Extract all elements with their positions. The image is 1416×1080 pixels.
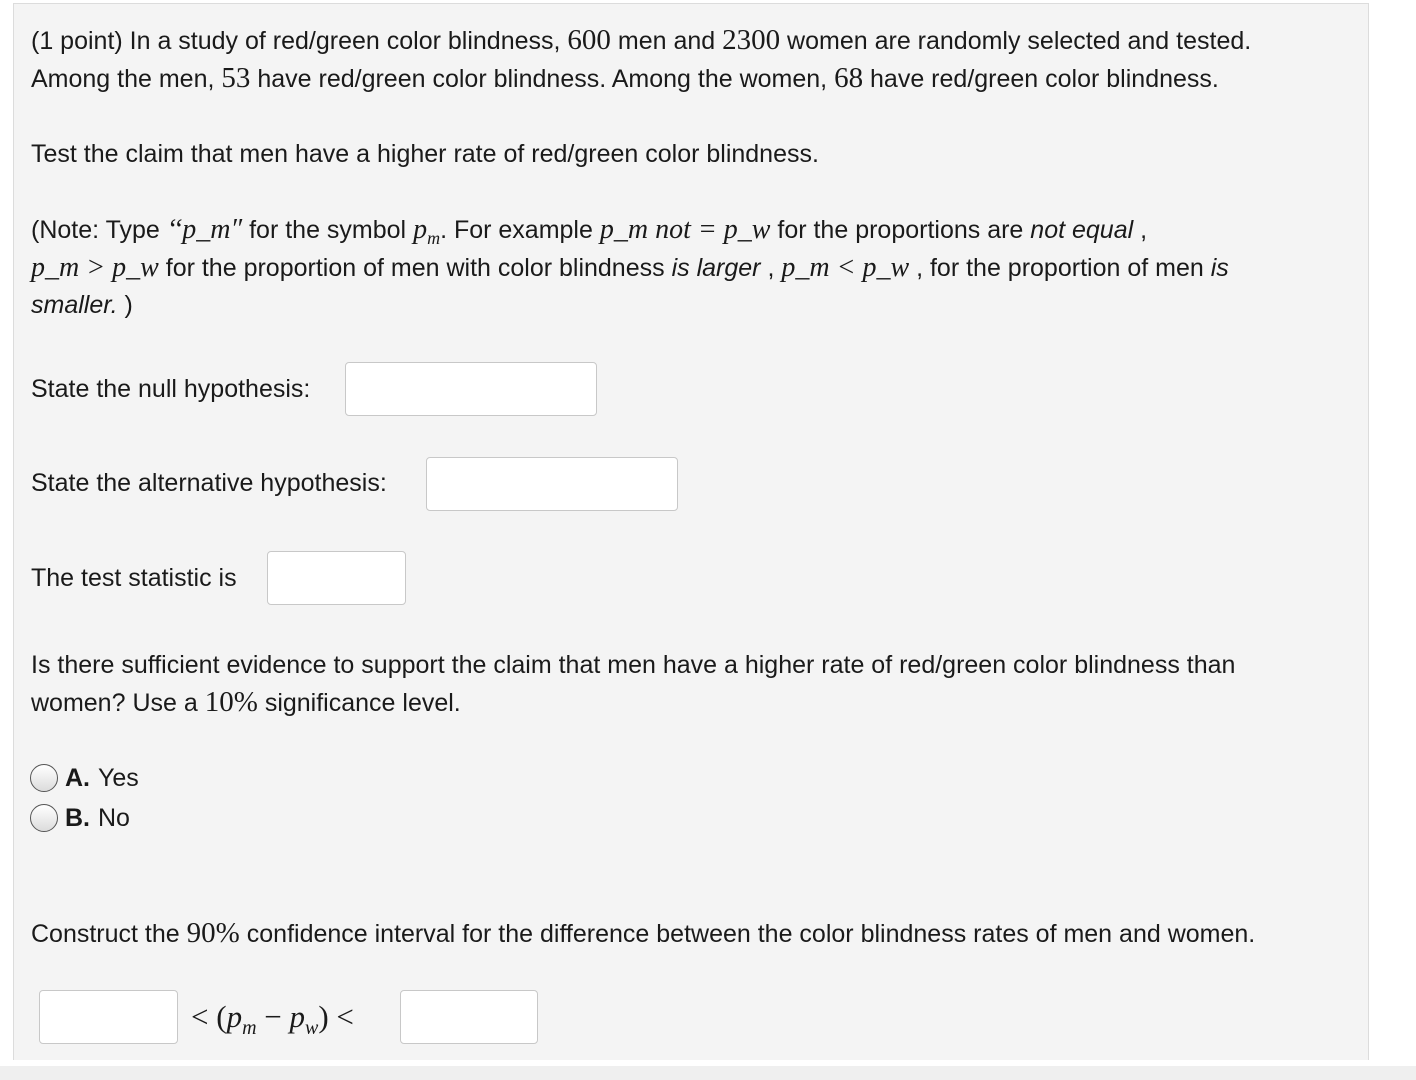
note-emphasis: is larger bbox=[671, 254, 761, 282]
women-count: 2300 bbox=[722, 24, 781, 56]
problem-line-2 bbox=[31, 59, 1219, 98]
option-b-letter: B. bbox=[65, 804, 90, 832]
confidence-interval-question bbox=[31, 914, 1255, 953]
note-text: for the proportions are bbox=[770, 216, 1031, 244]
note-greater-example: p_m > p_w bbox=[31, 252, 159, 283]
null-hypothesis-label: State the null hypothesis: bbox=[31, 375, 311, 403]
ci-inequality bbox=[191, 997, 354, 1041]
note-emphasis: smaller. bbox=[31, 291, 118, 319]
note-less-example: p_m < p_w bbox=[781, 252, 910, 283]
note-line-2 bbox=[31, 249, 1229, 287]
option-b-radio[interactable] bbox=[30, 804, 58, 832]
option-b-label: No bbox=[98, 804, 130, 832]
note-text: ) bbox=[117, 291, 133, 319]
ci-symbol: p bbox=[226, 999, 243, 1034]
ci-subscript: m bbox=[242, 1017, 257, 1039]
question-text: significance level. bbox=[257, 689, 461, 717]
option-a-label: Yes bbox=[98, 764, 139, 792]
option-a-letter: A. bbox=[65, 764, 90, 792]
problem-text: have red/green color blindness. Among the women, bbox=[250, 65, 835, 93]
note-symbol-example: ‘‘p_m″ bbox=[166, 214, 243, 245]
option-yes[interactable] bbox=[30, 762, 139, 794]
problem-line-1 bbox=[31, 21, 1251, 60]
note-text: for the proportion of men with color blindness bbox=[158, 254, 672, 282]
option-a-radio[interactable] bbox=[30, 764, 58, 792]
alternative-hypothesis-label: State the alternative hypothesis: bbox=[31, 469, 387, 497]
men-count: 600 bbox=[567, 24, 611, 56]
ci-symbol: ) < bbox=[318, 999, 354, 1034]
note-text: , for the proportion of men bbox=[909, 254, 1211, 282]
note-emphasis: is bbox=[1210, 254, 1229, 282]
note-text: (Note: Type bbox=[31, 216, 167, 244]
women-colorblind-count: 68 bbox=[834, 62, 864, 94]
note-line-1 bbox=[31, 211, 1147, 251]
claim-text: Test the claim that men have a higher rate of red/green color blindness. bbox=[31, 140, 819, 168]
test-statistic-label: The test statistic is bbox=[31, 564, 237, 592]
significance-level: 10% bbox=[204, 686, 258, 718]
symbol-subscript: m bbox=[427, 228, 441, 248]
ci-subscript: w bbox=[305, 1017, 319, 1039]
option-no[interactable] bbox=[30, 802, 130, 834]
ci-symbol: − bbox=[256, 999, 290, 1034]
bottom-scroll-area bbox=[0, 1066, 1416, 1080]
men-colorblind-count: 53 bbox=[221, 62, 251, 94]
note-not-equal-example: p_m not = p_w bbox=[599, 214, 771, 245]
question-text: confidence interval for the difference between the color blindness rates of men and women. bbox=[239, 920, 1256, 948]
confidence-level: 90% bbox=[186, 917, 240, 949]
note-emphasis: not equal bbox=[1030, 216, 1134, 244]
problem-text: (1 point) In a study of red/green color blindness, bbox=[31, 27, 568, 55]
note-text: , bbox=[1133, 216, 1148, 244]
note-line-3 bbox=[31, 286, 133, 324]
ci-symbol: < ( bbox=[191, 999, 227, 1034]
ci-lower-bound-input[interactable] bbox=[39, 990, 178, 1044]
null-hypothesis-input[interactable] bbox=[345, 362, 597, 416]
alternative-hypothesis-input[interactable] bbox=[426, 457, 678, 511]
note-text: for the symbol bbox=[242, 216, 414, 244]
evidence-question-line-1: Is there sufficient evidence to support the claim that men have a higher rate of red/green color blindness than bbox=[31, 651, 1236, 679]
problem-text: Among the men, bbox=[31, 65, 222, 93]
question-text: Construct the bbox=[31, 920, 187, 948]
problem-text: women are randomly selected and tested. bbox=[780, 27, 1252, 55]
ci-symbol: p bbox=[289, 999, 305, 1034]
note-text: , bbox=[760, 254, 782, 282]
problem-text: have red/green color blindness. bbox=[863, 65, 1219, 93]
test-statistic-input[interactable] bbox=[267, 551, 406, 605]
question-text: women? Use a bbox=[31, 689, 205, 717]
evidence-question-line-2 bbox=[31, 683, 461, 722]
problem-text: men and bbox=[610, 27, 723, 55]
note-text: . For example bbox=[440, 216, 600, 244]
symbol-p: p bbox=[413, 214, 428, 245]
ci-upper-bound-input[interactable] bbox=[400, 990, 538, 1044]
